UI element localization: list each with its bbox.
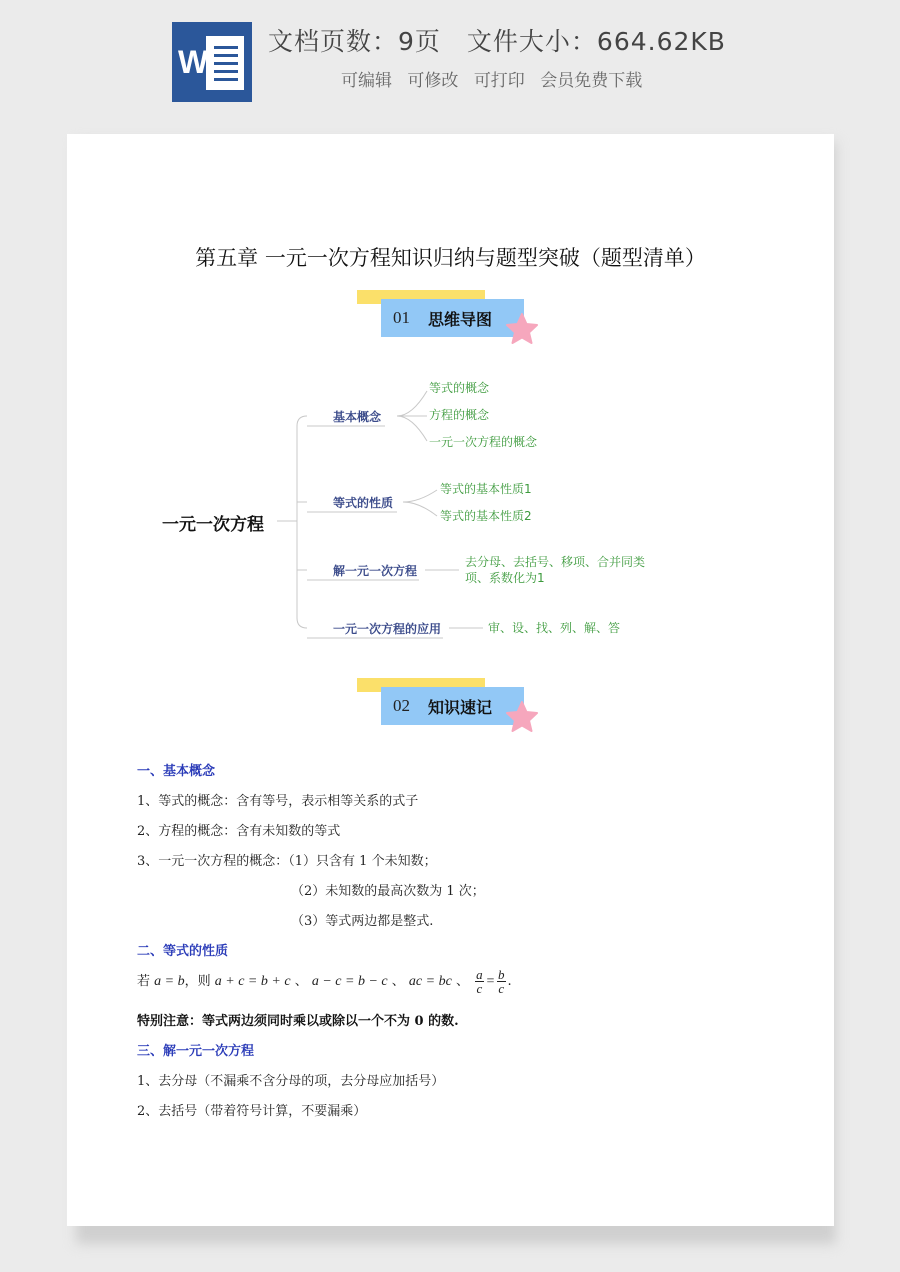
document-page <box>67 134 834 1226</box>
document-title: 第五章 一元一次方程知识归纳与题型突破（题型清单） <box>195 246 706 270</box>
fraction-b-over-c: $\frac{b}{c}$ <box>498 967 505 996</box>
page-count: 文档页数：9页 <box>268 27 441 56</box>
branch-solving: 解一元一次方程 <box>333 564 418 578</box>
branch-application: 一元一次方程的应用 <box>333 622 442 636</box>
note-condition-2: （2）未知数的最高次数为 1 次； <box>291 884 485 899</box>
special-note: 特别注意：等式两边须同时乘以或除以一个不为 0 的数. <box>137 1014 459 1029</box>
star-icon <box>505 312 539 346</box>
leaf-solving-steps-line1: 去分母、去括号、移项、合并同类 <box>465 555 646 569</box>
feature-printable: 可打印 <box>473 71 525 91</box>
file-features <box>341 66 642 91</box>
file-size: 文件大小：664.62KB <box>466 27 726 56</box>
heading-solving: 三、解一元一次方程 <box>137 1044 255 1059</box>
star-icon <box>505 700 539 734</box>
section-label: 知识速记 <box>428 698 493 717</box>
step-remove-brackets: 2、去括号（带着符号计算，不要漏乘） <box>137 1104 367 1119</box>
leaf-equality-concept: 等式的概念 <box>429 381 490 395</box>
heading-basic-concepts: 一、基本概念 <box>137 764 216 779</box>
mind-map <box>67 364 834 654</box>
note-equality-concept: 1、等式的概念：含有等号，表示相等关系的式子 <box>137 794 419 809</box>
leaf-application-steps: 审、设、找、列、解、答 <box>488 621 621 635</box>
equality-property-formula: 若 a = b，则 a + c = b + c 、 a − c = b − c 、 ac = bc 、 $\frac{a}{c}$ = $\frac{b}{c}$ . <box>137 967 512 996</box>
section-number: 01 <box>393 308 410 327</box>
branch-basic-concepts: 基本概念 <box>333 410 382 424</box>
file-info-banner <box>0 0 900 130</box>
word-document-icon <box>172 22 252 102</box>
leaf-equation-concept: 方程的概念 <box>429 408 490 422</box>
feature-editable: 可编辑 <box>341 71 392 91</box>
file-stats <box>268 22 726 58</box>
note-equation-concept: 2、方程的概念：含有未知数的等式 <box>137 824 341 839</box>
leaf-solving-steps-line2: 项、系数化为1 <box>465 571 545 585</box>
section-header-mindmap <box>357 290 557 346</box>
fraction-a-over-c: $\frac{a}{c}$ <box>476 967 483 996</box>
feature-member-download: 会员免费下载 <box>540 71 643 91</box>
branch-equality-properties: 等式的性质 <box>333 496 394 510</box>
word-icon-letter: W <box>178 44 209 80</box>
step-remove-denominator: 1、去分母（不漏乘不含分母的项，去分母应加括号） <box>137 1074 445 1089</box>
section-number: 02 <box>393 696 410 715</box>
note-condition-3: （3）等式两边都是整式. <box>291 914 434 929</box>
note-linear-equation-concept: 3、一元一次方程的概念：（1）只含有 1 个未知数； <box>137 854 437 869</box>
section-label: 思维导图 <box>428 310 493 329</box>
section-header-knowledge <box>357 678 557 734</box>
feature-modifiable: 可修改 <box>407 71 459 91</box>
leaf-property-2: 等式的基本性质2 <box>440 509 532 523</box>
leaf-linear-equation-concept: 一元一次方程的概念 <box>429 435 538 449</box>
heading-equality-properties: 二、等式的性质 <box>137 944 229 959</box>
mind-map-root: 一元一次方程 <box>162 515 264 535</box>
leaf-property-1: 等式的基本性质1 <box>440 482 532 496</box>
